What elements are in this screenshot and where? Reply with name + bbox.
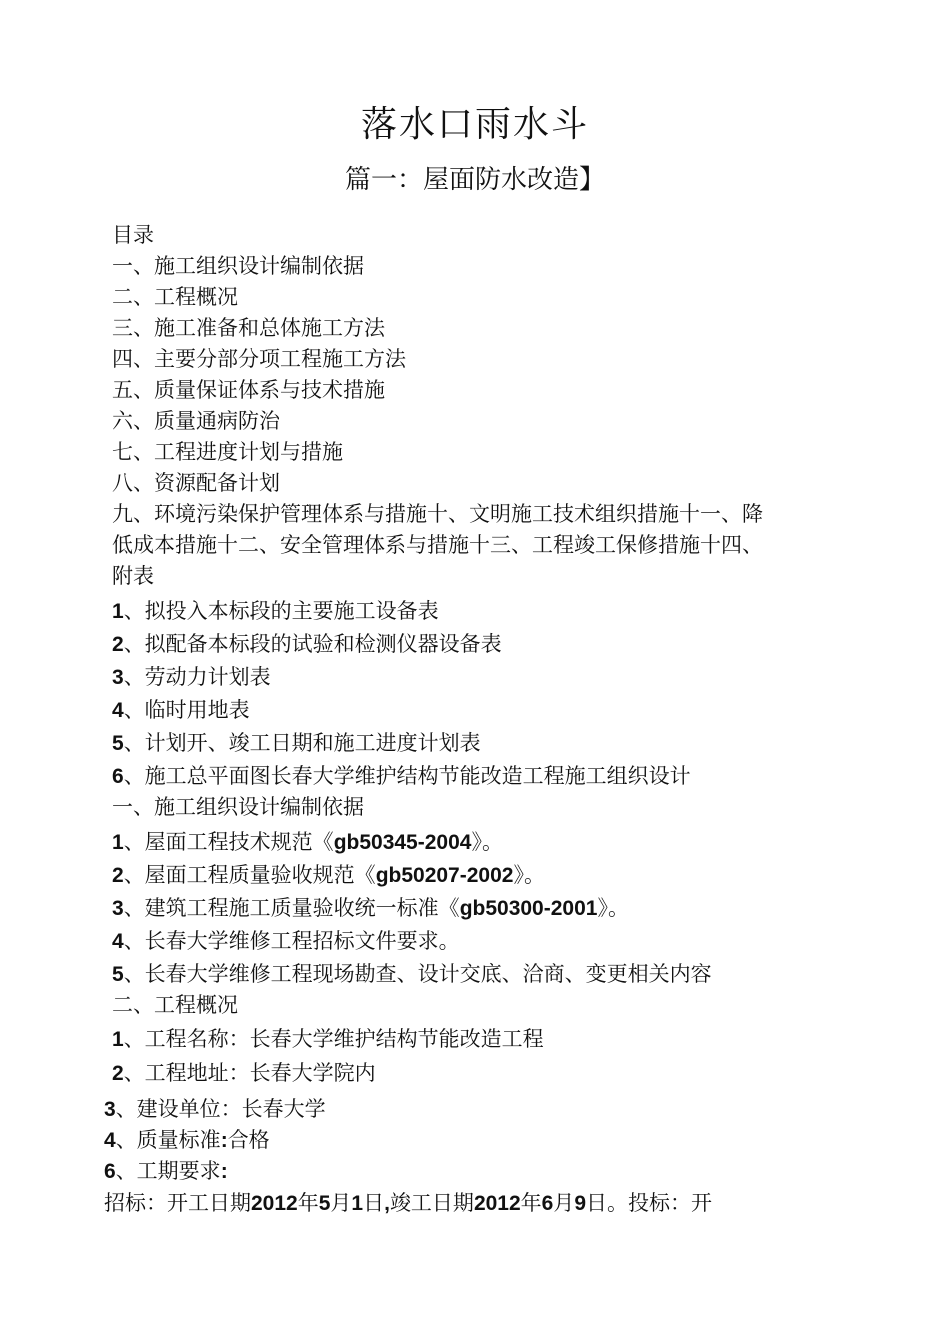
basis-item bbox=[112, 860, 545, 891]
item-number: 4 bbox=[112, 699, 124, 722]
schedule-text: 日。投标：开 bbox=[586, 1191, 713, 1215]
start-month: 5 bbox=[318, 1192, 331, 1215]
appendix-item bbox=[112, 728, 481, 759]
item-text: 、建设单位：长春大学 bbox=[115, 1097, 326, 1121]
start-year: 2012 bbox=[251, 1192, 298, 1215]
item-text: 、屋面工程技术规范《 bbox=[123, 830, 334, 854]
item-value: 合格 bbox=[227, 1128, 270, 1152]
appendix-item bbox=[112, 761, 691, 792]
toc-wrapped-line: 附表 bbox=[112, 564, 154, 588]
item-text: 、建筑工程施工质量验收统一标准《 bbox=[123, 896, 460, 920]
item-text: 、劳动力计划表 bbox=[123, 665, 271, 689]
item-text: 、拟投入本标段的主要施工设备表 bbox=[123, 599, 439, 623]
standard-code: gb50207-2002 bbox=[375, 864, 514, 887]
end-month: 6 bbox=[541, 1192, 554, 1215]
toc-item: 八、资源配备计划 bbox=[112, 471, 280, 495]
toc-item: 一、施工组织设计编制依据 bbox=[112, 254, 364, 278]
overview-item bbox=[104, 1156, 228, 1187]
item-number: 1 bbox=[112, 1028, 124, 1051]
appendix-item bbox=[112, 695, 250, 726]
schedule-text: 月 bbox=[330, 1191, 352, 1215]
item-number: 4 bbox=[112, 930, 124, 953]
item-text: 、临时用地表 bbox=[123, 698, 250, 722]
item-text: 、计划开、竣工日期和施工进度计划表 bbox=[123, 731, 481, 755]
overview-item bbox=[112, 1024, 544, 1055]
document-subtitle: 篇一：屋面防水改造】 bbox=[344, 165, 605, 195]
schedule-text: 日 bbox=[363, 1191, 385, 1215]
basis-item bbox=[112, 959, 712, 990]
item-text: 、长春大学维修工程招标文件要求。 bbox=[123, 929, 460, 953]
appendix-item bbox=[112, 596, 439, 627]
standard-code: gb50345-2004 bbox=[333, 831, 472, 854]
schedule-text: 竣工日期 bbox=[389, 1191, 474, 1215]
toc-item: 五、质量保证体系与技术措施 bbox=[112, 378, 385, 402]
schedule-text: 招标：开工日期 bbox=[104, 1191, 251, 1215]
item-number: 6 bbox=[112, 765, 124, 788]
item-text: 、工程名称：长春大学维护结构节能改造工程 bbox=[123, 1027, 544, 1051]
item-number: 3 bbox=[112, 666, 124, 689]
toc-wrapped-line: 九、环境污染保护管理体系与措施十、文明施工技术组织措施十一、降 bbox=[112, 502, 763, 526]
item-number: 1 bbox=[112, 600, 124, 623]
basis-item bbox=[112, 926, 460, 957]
appendix-item bbox=[112, 662, 271, 693]
item-number: 4 bbox=[104, 1129, 116, 1152]
item-number: 2 bbox=[112, 633, 124, 656]
end-year: 2012 bbox=[473, 1192, 521, 1215]
start-day: 1 bbox=[351, 1192, 364, 1215]
item-text: 、屋面工程质量验收规范《 bbox=[123, 863, 376, 887]
item-text: 、工程地址：长春大学院内 bbox=[123, 1061, 376, 1085]
item-text: 、长春大学维修工程现场勘查、设计交底、洽商、变更相关内容 bbox=[123, 962, 712, 986]
item-text: 、拟配备本标段的试验和检测仪器设备表 bbox=[123, 632, 502, 656]
item-text: 、工期要求 bbox=[115, 1159, 221, 1183]
item-number: 5 bbox=[112, 732, 124, 755]
toc-item: 七、工程进度计划与措施 bbox=[112, 440, 343, 464]
basis-item bbox=[112, 827, 503, 858]
item-text-end: 》。 bbox=[471, 830, 503, 854]
item-number: 3 bbox=[112, 897, 124, 920]
item-text: 、施工总平面图长春大学维护结构节能改造工程施工组织设计 bbox=[123, 764, 691, 788]
section-heading: 一、施工组织设计编制依据 bbox=[112, 795, 364, 819]
appendix-item bbox=[112, 629, 502, 660]
colon: : bbox=[220, 1129, 228, 1152]
standard-code: gb50300-2001 bbox=[459, 897, 598, 920]
item-text: 、质量标准 bbox=[115, 1128, 221, 1152]
overview-item bbox=[104, 1125, 270, 1156]
overview-item bbox=[104, 1094, 326, 1125]
schedule-text: 年 bbox=[520, 1191, 542, 1215]
section-heading: 二、工程概况 bbox=[112, 993, 238, 1017]
overview-item bbox=[112, 1058, 376, 1089]
toc-item: 三、施工准备和总体施工方法 bbox=[112, 316, 385, 340]
item-number: 5 bbox=[112, 963, 124, 986]
comma: , bbox=[384, 1192, 390, 1215]
schedule-text: 月 bbox=[553, 1191, 575, 1215]
schedule-line bbox=[104, 1188, 712, 1219]
toc-item: 二、工程概况 bbox=[112, 285, 238, 309]
item-number: 6 bbox=[104, 1160, 116, 1183]
item-text-end: 》。 bbox=[597, 896, 629, 920]
item-number: 2 bbox=[112, 1062, 124, 1085]
toc-item: 六、质量通病防治 bbox=[112, 409, 280, 433]
item-number: 1 bbox=[112, 831, 124, 854]
toc-item: 四、主要分部分项工程施工方法 bbox=[112, 347, 406, 371]
end-day: 9 bbox=[574, 1192, 587, 1215]
item-text-end: 》。 bbox=[513, 863, 545, 887]
colon: : bbox=[220, 1160, 228, 1183]
item-number: 2 bbox=[112, 864, 124, 887]
item-number: 3 bbox=[104, 1098, 116, 1121]
toc-wrapped-line: 低成本措施十二、安全管理体系与措施十三、工程竣工保修措施十四、 bbox=[112, 533, 763, 557]
toc-heading: 目录 bbox=[112, 223, 154, 247]
document-title: 落水口雨水斗 bbox=[360, 104, 589, 145]
basis-item bbox=[112, 893, 629, 924]
schedule-text: 年 bbox=[297, 1191, 319, 1215]
